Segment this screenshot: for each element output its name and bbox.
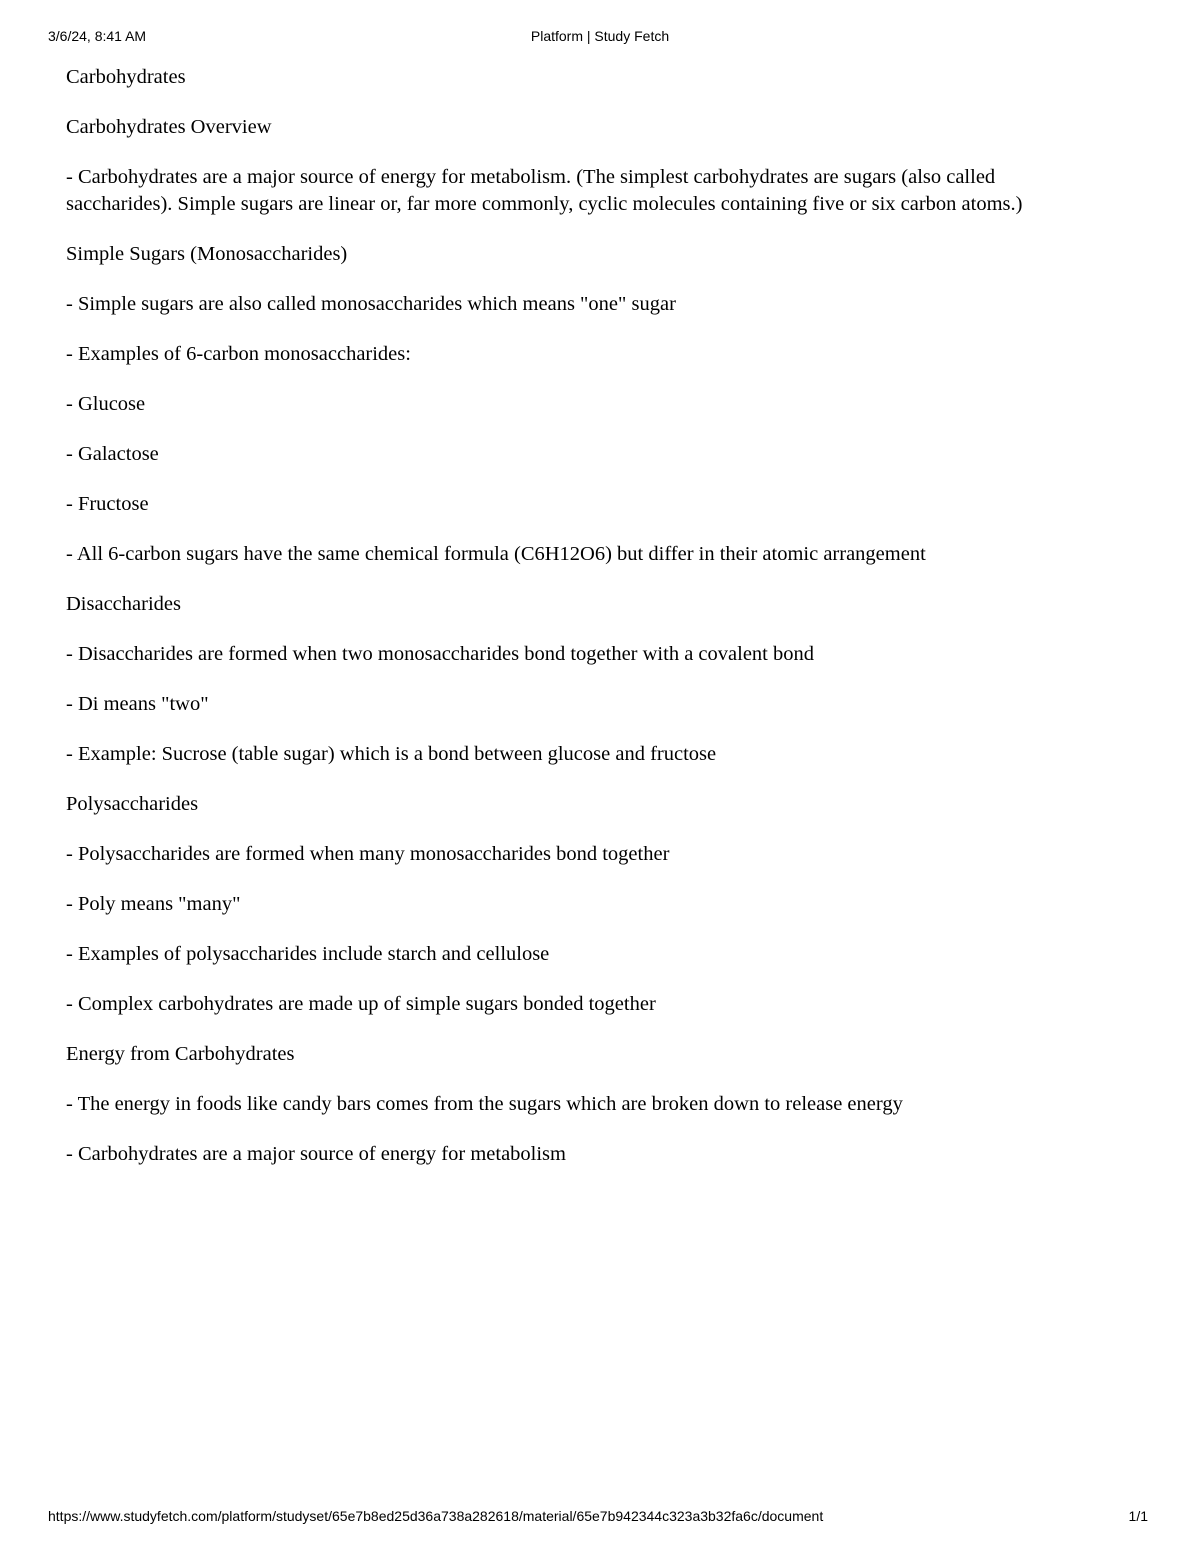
bullet-item: - Di means "two"	[66, 692, 209, 715]
bullet-item: - Glucose	[66, 392, 146, 415]
bullet-item: - Fructose	[66, 492, 149, 515]
bullet-item: - Complex carbohydrates are made up of simple sugars bonded together	[66, 992, 656, 1015]
bullet-item: - All 6-carbon sugars have the same chemical formula (C6H12O6) but differ in their atomic arrangement	[66, 542, 926, 565]
bullet-item: - Examples of polysaccharides include starch and cellulose	[66, 942, 550, 965]
print-date: 3/6/24, 8:41 AM	[48, 28, 147, 44]
bullet-item: - Carbohydrates are a major source of energy for metabolism. (The simplest carbohydrates are sugars (also called saccharides). Simple sugars are linear or, far more commonly, cyclic molecules containing five or six carbon atoms.)	[66, 166, 1023, 215]
document-body	[66, 64, 1106, 1191]
section-heading: Disaccharides	[66, 592, 181, 615]
bullet-item: - The energy in foods like candy bars comes from the sugars which are broken down to release energy	[66, 1092, 903, 1115]
bullet-item: - Galactose	[66, 442, 159, 465]
print-footer	[48, 1508, 1148, 1528]
bullet-item: - Polysaccharides are formed when many monosaccharides bond together	[66, 842, 670, 865]
bullet-item: - Poly means "many"	[66, 892, 241, 915]
section-heading: Polysaccharides	[66, 792, 199, 815]
bullet-item: - Examples of 6-carbon monosaccharides:	[66, 342, 411, 365]
page-title: Platform | Study Fetch	[530, 28, 670, 44]
section-heading: Simple Sugars (Monosaccharides)	[66, 242, 348, 265]
page-number: 1/1	[1128, 1508, 1148, 1524]
bullet-item: - Carbohydrates are a major source of energy for metabolism	[66, 1142, 566, 1165]
print-header	[48, 28, 1152, 48]
bullet-item: - Simple sugars are also called monosaccharides which means "one" sugar	[66, 292, 676, 315]
bullet-item: - Example: Sucrose (table sugar) which is a bond between glucose and fructose	[66, 742, 717, 765]
bullet-item: - Disaccharides are formed when two monosaccharides bond together with a covalent bond	[66, 642, 814, 665]
page-url: https://www.studyfetch.com/platform/studyset/65e7b8ed25d36a738a282618/material/65e7b942344c323a3b32fa6c/document	[48, 1508, 824, 1524]
section-heading: Carbohydrates Overview	[66, 116, 272, 138]
section-heading: Energy from Carbohydrates	[66, 1042, 295, 1065]
doc-heading: Carbohydrates	[66, 66, 186, 88]
